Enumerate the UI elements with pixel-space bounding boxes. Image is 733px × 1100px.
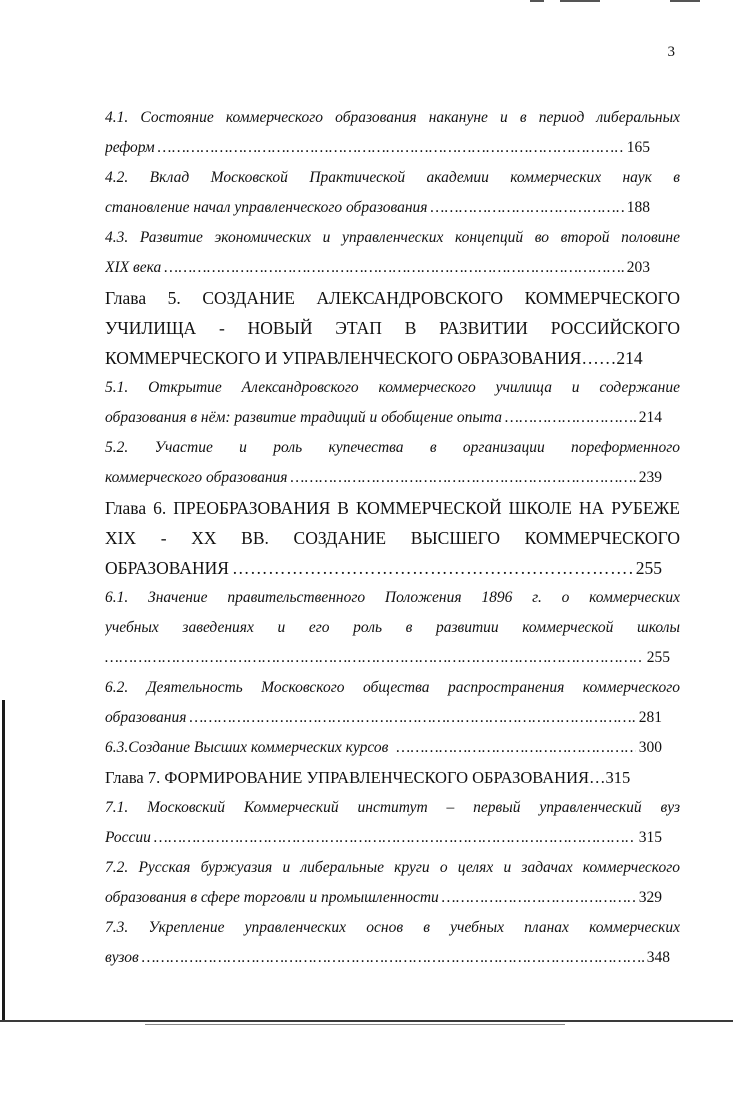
scan-edge-left: [2, 700, 5, 1022]
toc-entry-5-2-line-1: 5.2. Участие и роль купечества в организации пореформенного: [105, 439, 680, 456]
dot-leader: [154, 823, 636, 853]
toc-entry-6-1-line-1: 6.1. Значение правительственного Положения 1896 г. о коммерческих: [105, 589, 680, 606]
toc-entry-6-1-line-3: [105, 643, 680, 673]
toc-entry-4-2-line-2: [105, 193, 680, 223]
toc-chapter-5-line-1: Глава 5. СОЗДАНИЕ АЛЕКСАНДРОВСКОГО КОММЕРЧЕСКОГО: [105, 288, 680, 308]
dot-leader: [164, 253, 624, 283]
scan-edge-bottom-inner: [145, 1024, 565, 1025]
toc-chapter-6-line-2: XIX - XX ВВ. СОЗДАНИЕ ВЫСШЕГО КОММЕРЧЕСКОГО: [105, 528, 680, 548]
toc-chapter-5-line-2: УЧИЛИЩА - НОВЫЙ ЭТАП В РАЗВИТИИ РОССИЙСКОГО: [105, 318, 680, 338]
toc-entry-4-1-line-2: [105, 133, 680, 163]
toc-entry-4-3-line-2: [105, 253, 680, 283]
toc-entry-label: 6.3.Создание Высших коммерческих курсов: [105, 739, 389, 756]
toc-chapter-5-line-3: [105, 343, 680, 373]
page-number: 3: [667, 44, 675, 60]
toc-chapter-6-line-1: Глава 6. ПРЕОБРАЗОВАНИЯ В КОММЕРЧЕСКОЙ ШКОЛЕ НА РУБЕЖЕ: [105, 498, 680, 518]
dot-leader: [505, 403, 636, 433]
toc-entry-6-2-line-1: 6.2. Деятельность Московского общества распространения коммерческого: [105, 679, 680, 696]
toc-entry-5-1-line-1: 5.1. Открытие Александровского коммерческого училища и содержание: [105, 379, 680, 396]
toc-entry-7-2-line-1: 7.2. Русская буржуазия и либеральные круги о целях и задачах коммерческого: [105, 859, 680, 876]
table-of-contents: [105, 103, 680, 973]
dot-leader: [291, 463, 636, 493]
toc-page-number: 239: [638, 469, 662, 486]
toc-entry-label: образования: [105, 709, 187, 726]
toc-entry-label: образования в сфере торговли и промышленности: [105, 889, 439, 906]
toc-page-number: 255: [635, 558, 662, 578]
dot-leader: [442, 883, 636, 913]
toc-entry-6-1-line-2: учебных заведениях и его роль в развитии коммерческой школы: [105, 619, 680, 636]
toc-entry-label: становление начал управленческого образования: [105, 199, 428, 216]
toc-entry-6-3: [105, 733, 680, 763]
toc-page-number: 214: [616, 348, 643, 368]
scan-edge-bottom: [0, 1020, 733, 1022]
toc-entry-7-1-line-1: 7.1. Московский Коммерческий институт – первый управленческий вуз: [105, 799, 680, 816]
dot-leader: [142, 943, 644, 973]
toc-entry-label: коммерческого образования: [105, 469, 288, 486]
dot-leader: [189, 703, 635, 733]
toc-page-number: 315: [638, 829, 662, 846]
toc-entry-label: КОММЕРЧЕСКОГО И УПРАВЛЕНЧЕСКОГО ОБРАЗОВАНИЯ……: [105, 348, 617, 368]
dot-leader: [232, 553, 633, 583]
toc-entry-7-1-line-2: [105, 823, 680, 853]
dot-leader: [105, 643, 644, 673]
toc-entry-6-2-line-2: [105, 703, 680, 733]
toc-page-number: 188: [626, 199, 650, 216]
toc-page-number: 300: [638, 739, 662, 756]
toc-page-number: 348: [646, 949, 670, 966]
toc-chapter-6-line-3: [105, 553, 680, 583]
toc-entry-7-3-line-2: [105, 943, 680, 973]
scan-artifact: [520, 0, 720, 4]
toc-page-number: 203: [626, 259, 650, 276]
toc-entry-7-3-line-1: 7.3. Укрепление управленческих основ в учебных планах коммерческих: [105, 919, 680, 936]
toc-entry-label: образования в нём: развитие традиций и обобщение опыта: [105, 409, 502, 426]
toc-page-number: 281: [638, 709, 662, 726]
toc-entry-5-1-line-2: [105, 403, 680, 433]
toc-page-number: 214: [638, 409, 662, 426]
toc-entry-label: вузов: [105, 949, 139, 966]
toc-page-number: 329: [638, 889, 662, 906]
dot-leader: [430, 193, 623, 223]
toc-entry-4-2-line-1: 4.2. Вклад Московской Практической академии коммерческих наук в: [105, 169, 680, 186]
toc-entry-label: XIX века: [105, 259, 162, 276]
toc-entry-4-3-line-1: 4.3. Развитие экономических и управленческих концепций во второй половине: [105, 229, 680, 246]
toc-entry-7-2-line-2: [105, 883, 680, 913]
toc-entry-5-2-line-2: [105, 463, 680, 493]
toc-entry-label: реформ: [105, 139, 155, 156]
dot-leader: [158, 133, 624, 163]
toc-chapter-7: Глава 7. ФОРМИРОВАНИЕ УПРАВЛЕНЧЕСКОГО ОБРАЗОВАНИЯ…315: [105, 768, 631, 787]
toc-page-number: 255: [646, 649, 670, 666]
toc-page-number: 165: [626, 139, 650, 156]
toc-entry-4-1-line-1: 4.1. Состояние коммерческого образования накануне и в период либеральных: [105, 109, 680, 126]
dot-leader: [396, 733, 635, 763]
toc-entry-label: России: [105, 829, 151, 846]
toc-entry-label: ОБРАЗОВАНИЯ: [105, 558, 229, 578]
